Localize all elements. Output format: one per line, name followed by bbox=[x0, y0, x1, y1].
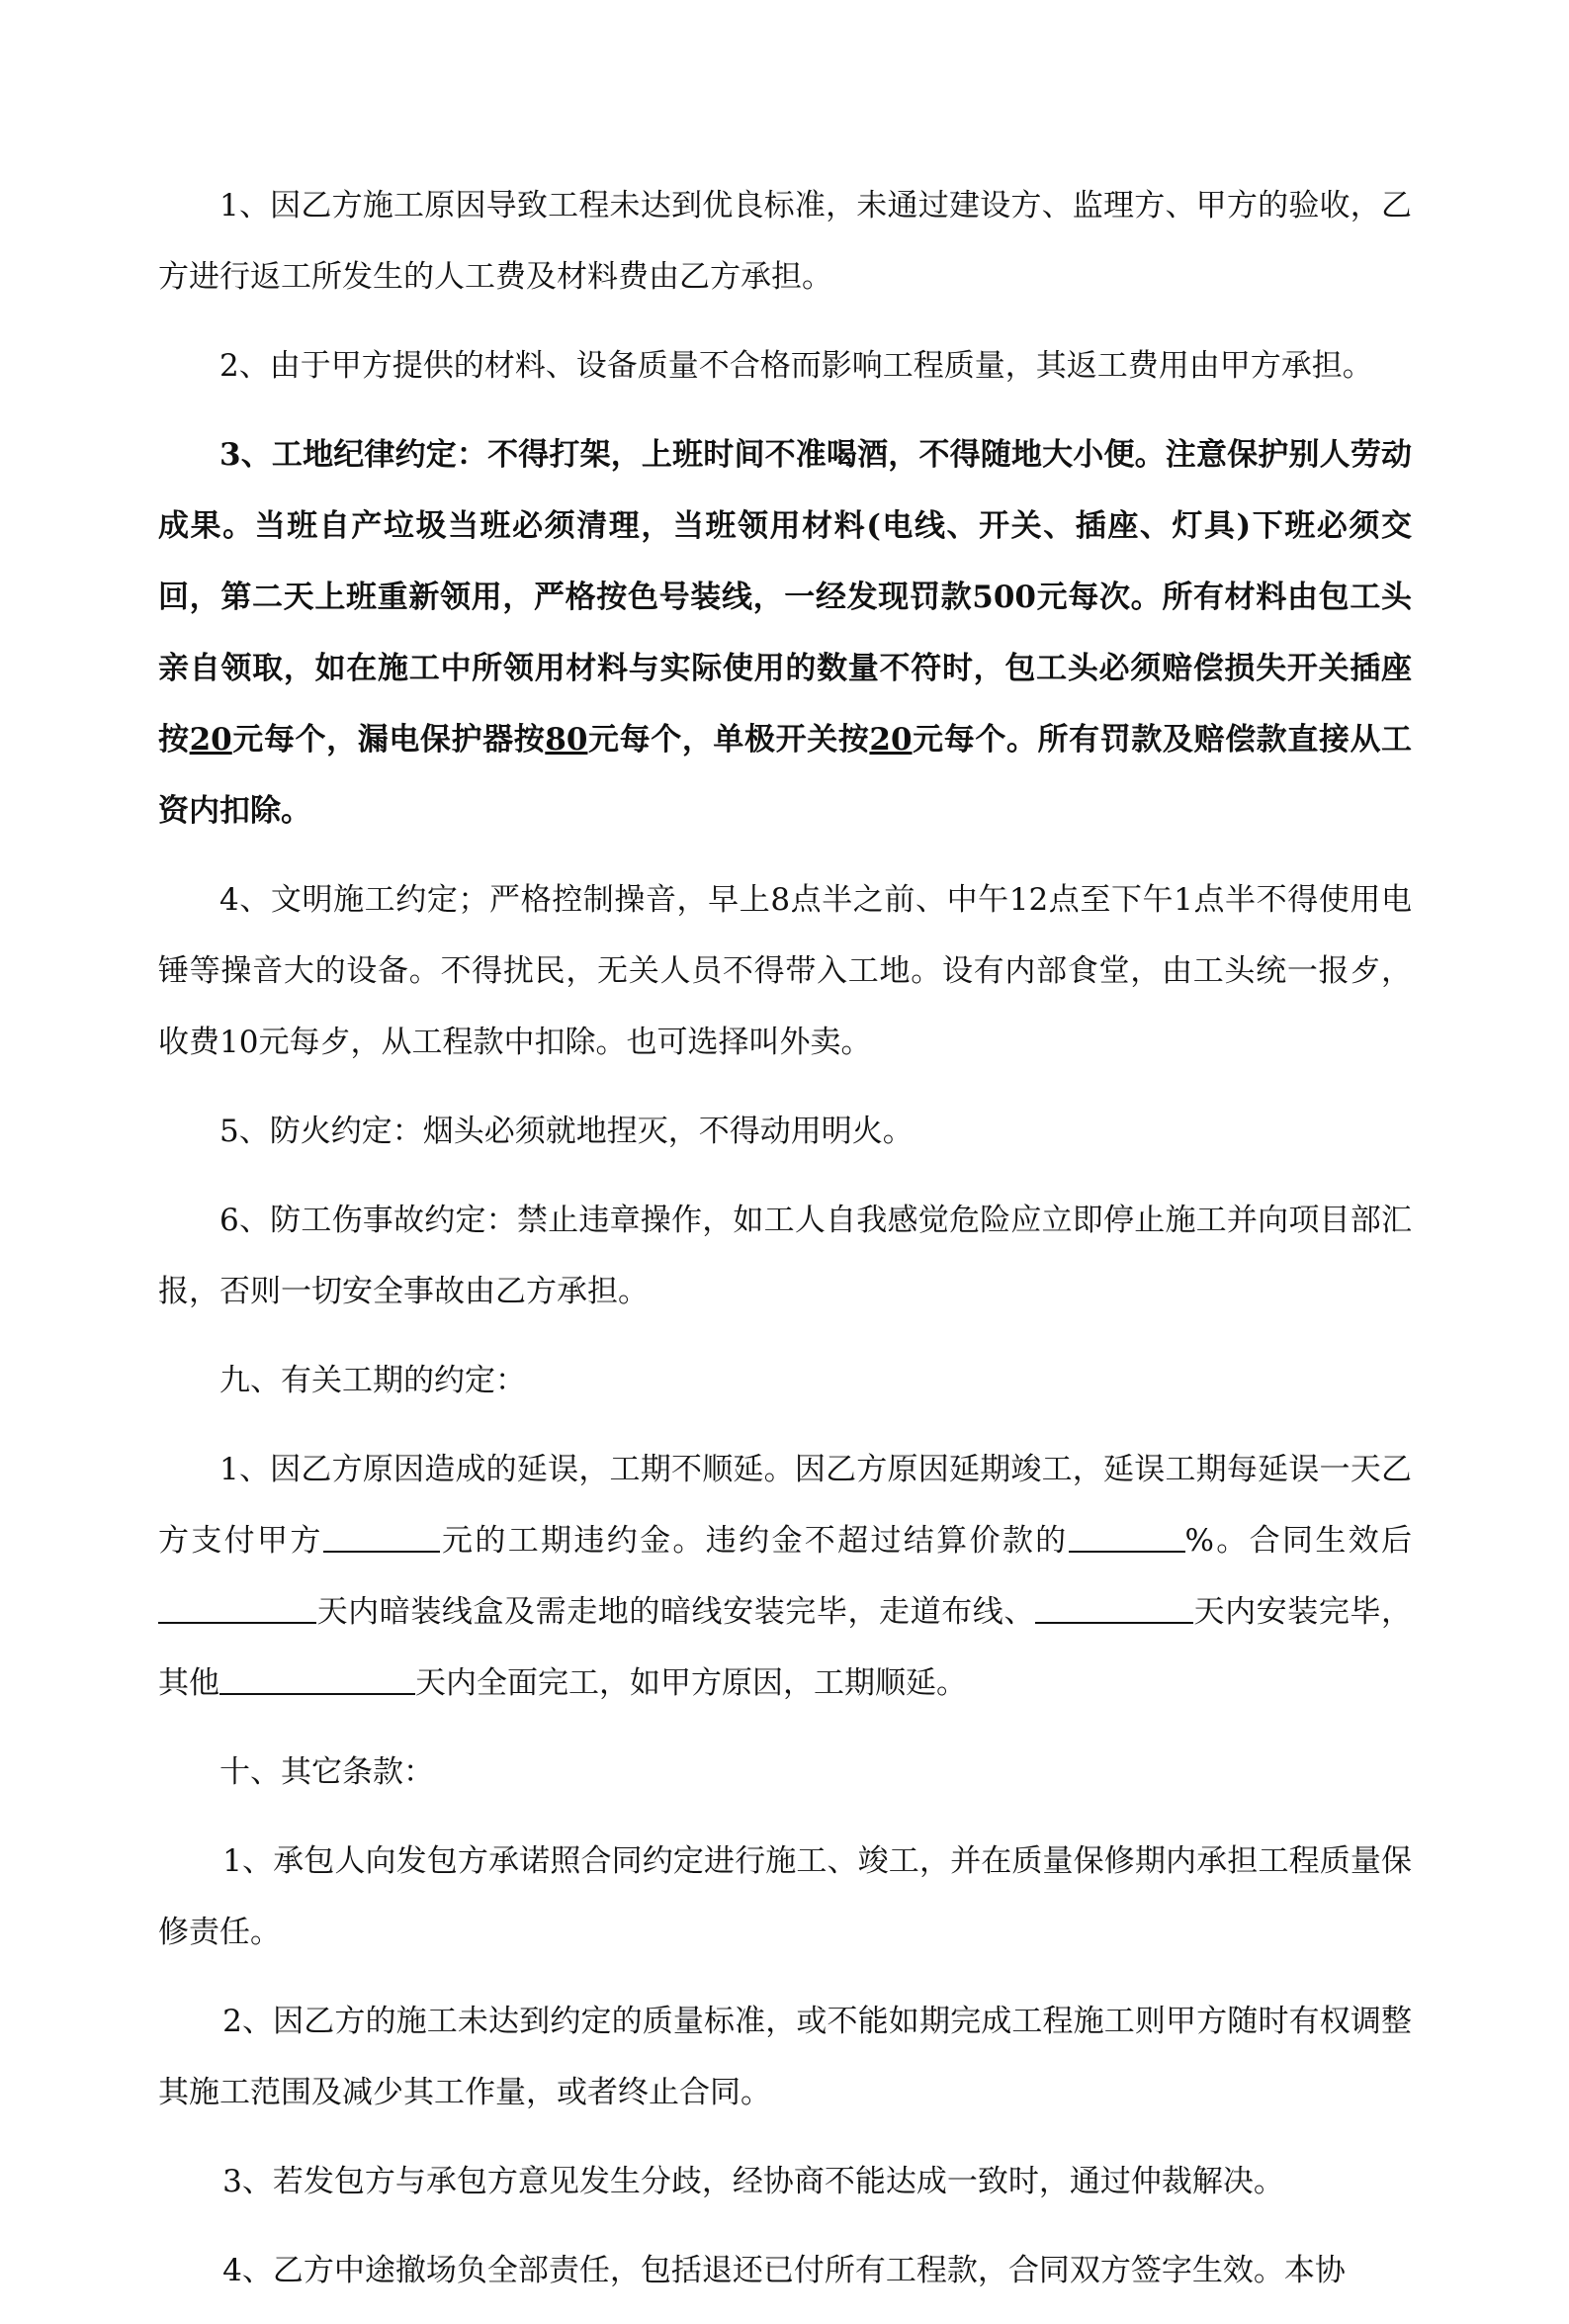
clause-10-1: 1、承包人向发包方承诺照合同约定进行施工、竣工，并在质量保修期内承担工程质量保修责任。 bbox=[158, 1843, 1412, 1950]
clause-9-1-text-d: 天内暗装线盒及需走地的暗线安装完毕，走道布线、 bbox=[316, 1594, 1035, 1630]
clause-9-1-text-a: 1、因乙方原因造成的延误，工期不顺延。因乙方原因延期竣工，延误工期每延误一天乙方支付甲方 bbox=[158, 1452, 1412, 1559]
clause-8-5: 5、防火约定：烟头必须就地捏灭，不得动用明火。 bbox=[219, 1114, 914, 1149]
clause-8-3-text-b: 元每个，漏电保护器按 bbox=[231, 722, 546, 758]
clause-10-4: 4、乙方中途撤场负全部责任，包括退还已付所有工程款，合同双方签字生效。本协 bbox=[222, 2253, 1346, 2288]
clause-9-1 bbox=[158, 1434, 1412, 1719]
fine-amount-leakage-protector: 80 bbox=[545, 722, 588, 758]
completion-days-blank[interactable] bbox=[219, 1665, 415, 1695]
clause-8-3-text-a: 3、工地纪律约定：不得打架，上班时间不准喝酒，不得随地大小便。注意保护别人劳动成果。当班自产垃圾当班必须清理，当班领用材料(电线、开关、插座、灯具)下班必须交回，第二天上班重新领用，严格按色号装线，一经发现罚款500元每次。所有材料由包工头亲自领取，如在施工中所领用材料与实际使用的数量不符时，包工头必须赔偿损失开关插座按 bbox=[158, 437, 1412, 758]
penalty-cap-percent-blank[interactable] bbox=[1069, 1523, 1185, 1553]
clause-8-4: 4、文明施工约定；严格控制操音，早上8点半之前、中午12点至下午1点半不得使用电锤等操音大的设备。不得扰民，无关人员不得带入工地。设有内部食堂，由工头统一报歺，收费10元每歺，从工程款中扣除。也可选择叫外卖。 bbox=[158, 882, 1412, 1060]
fine-amount-switch-socket: 20 bbox=[189, 722, 232, 758]
clause-8-3-text-d: 元每个。所有罚款及赔偿款直接从工资内扣除。 bbox=[158, 722, 1413, 829]
clause-9-1-text-e: 天内安装完毕，其他 bbox=[158, 1594, 1413, 1701]
clause-8-3 bbox=[158, 419, 1412, 847]
clause-8-1: 1、因乙方施工原因导致工程未达到优良标准，未通过建设方、监理方、甲方的验收，乙方进行返工所发生的人工费及材料费由乙方承担。 bbox=[158, 188, 1412, 295]
concealed-wiring-days-blank[interactable] bbox=[158, 1594, 316, 1624]
contract-page bbox=[158, 170, 1412, 2324]
clause-9-1-text-b: 元的工期违约金。违约金不超过结算价款的 bbox=[439, 1523, 1069, 1559]
clause-8-6: 6、防工伤事故约定：禁止违章操作，如工人自我感觉危险应立即停止施工并向项目部汇报，否则一切安全事故由乙方承担。 bbox=[158, 1203, 1412, 1309]
section-10-heading: 十、其它条款： bbox=[219, 1754, 434, 1790]
clause-10-2: 2、因乙方的施工未达到约定的质量标准，或不能如期完成工程施工则甲方随时有权调整其施工范围及减少其工作量，或者终止合同。 bbox=[158, 2004, 1412, 2110]
corridor-wiring-days-blank[interactable] bbox=[1035, 1594, 1193, 1624]
fine-amount-single-switch: 20 bbox=[869, 722, 913, 758]
clause-8-2: 2、由于甲方提供的材料、设备质量不合格而影响工程质量，其返工费用由甲方承担。 bbox=[219, 348, 1373, 384]
clause-8-3-text-c: 元每个，单极开关按 bbox=[587, 722, 870, 758]
section-9-heading: 九、有关工期的约定： bbox=[219, 1363, 526, 1398]
clause-10-3: 3、若发包方与承包方意见发生分歧，经协商不能达成一致时，通过仲裁解决。 bbox=[222, 2164, 1284, 2199]
penalty-amount-blank[interactable] bbox=[323, 1523, 440, 1553]
clause-9-1-text-f: 天内全面完工，如甲方原因，工期顺延。 bbox=[415, 1665, 967, 1701]
clause-9-1-text-c: %。合同生效后 bbox=[1184, 1523, 1412, 1559]
